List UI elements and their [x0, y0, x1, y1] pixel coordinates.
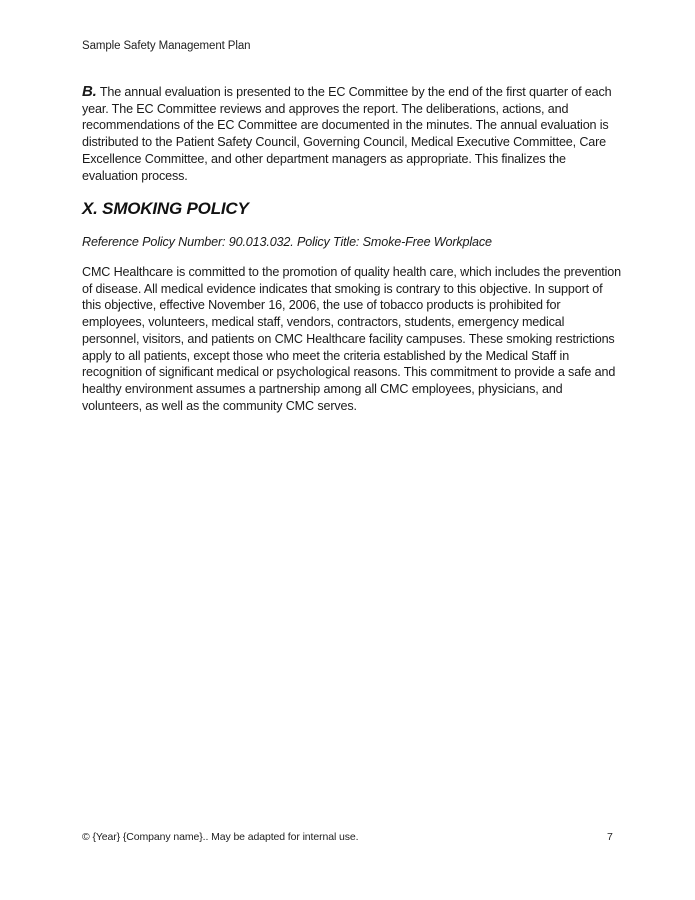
section-b-paragraph [82, 84, 622, 184]
smoking-policy-paragraph: CMC Healthcare is committed to the promotion of quality health care, which includes the prevention of disease. All medical evidence indicates that smoking is contrary to this objective. In support of this objective, effective November 16, 2006, the use of tobacco products is prohibited for employees, volunteers, medical staff, vendors, contractors, students, emergency medical personnel, visitors, and patients on CMC Healthcare facility campuses. These smoking restrictions apply to all patients, except those who meet the criteria established by the Medical Staff in recognition of significant medical or psychological reasons. This commitment to provide a safe and healthy environment assumes a partnership among all CMC employees, physicians, and volunteers, as well as the community CMC serves. [82, 265, 622, 413]
section-b-label: B. [82, 83, 97, 100]
page-header: Sample Safety Management Plan [82, 40, 251, 52]
policy-reference: Reference Policy Number: 90.013.032. Policy Title: Smoke-Free Workplace [82, 235, 492, 249]
footer-page-number: 7 [607, 831, 613, 843]
footer-copyright: © {Year} {Company name}.. May be adapted for internal use. [82, 831, 359, 843]
section-heading-smoking-policy: X. SMOKING POLICY [82, 199, 249, 218]
section-b-text: The annual evaluation is presented to the EC Committee by the end of the first quarter of each year. The EC Committee reviews and approves the report. The deliberations, actions, and recommendations of the EC Committee are documented in the minutes. The annual evaluation is distributed to the Patient Safety Council, Governing Council, Medical Executive Committee, Care Excellence Committee, and other department managers as appropriate. This finalizes the evaluation process. [82, 85, 612, 183]
